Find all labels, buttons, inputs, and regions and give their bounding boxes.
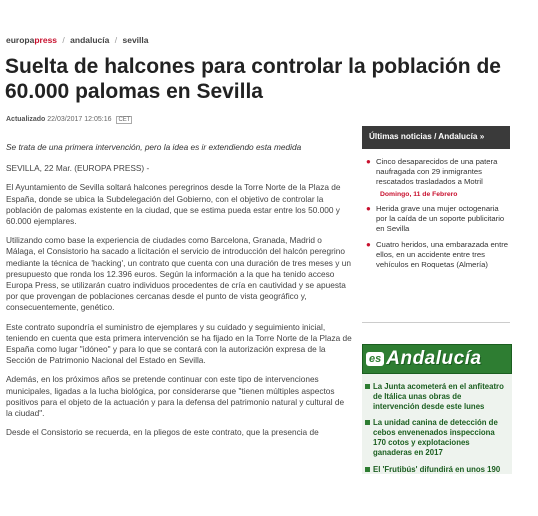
square-bullet-icon	[365, 420, 370, 425]
square-bullet-icon	[365, 384, 370, 389]
article-paragraph: Desde el Consistorio se recuerda, en la pliegos de este contrato, que la presencia de	[6, 427, 319, 438]
es-andalucia-list	[362, 374, 512, 474]
es-news-item[interactable]	[365, 418, 508, 457]
news-item-title: Cuatro heridos, una embarazada entre ellos, en un accidente entre tres vehículos en Roquetas (Almería)	[376, 240, 509, 269]
article-meta	[6, 116, 132, 123]
es-andalucia-title: Andalucía	[386, 348, 482, 369]
news-item-title: Herida grave una mujer octogenaria por la caída de un soporte publicitario en Sevilla	[376, 204, 505, 233]
article-paragraph: Además, en los próximos años se pretende continuar con este tipo de intervenciones municipales, ligadas a la lucha biológica, por considerarse que "tienen múltiples aspectos positivos para el objeto de la actuación y para la defensa del patrimonio natural y cultural de la ciudad".	[6, 374, 345, 419]
es-news-item[interactable]	[365, 382, 508, 411]
news-item[interactable]	[362, 240, 510, 270]
brand-logo-link[interactable]: europapress	[6, 35, 58, 45]
breadcrumb-separator: /	[114, 35, 118, 45]
breadcrumb-separator: /	[62, 35, 65, 45]
breadcrumb	[6, 35, 149, 45]
timezone-badge: CET	[118, 117, 131, 123]
bullet-icon: ●	[366, 240, 371, 249]
sidebar-divider	[362, 322, 510, 323]
es-news-title: La Junta acometerá en el anfiteatro de Itálica unas obras de intervención desde este lunes	[373, 382, 504, 411]
es-logo: es	[366, 352, 384, 366]
es-andalucia-banner[interactable]	[362, 344, 512, 374]
latest-news-header[interactable]: Últimas noticias / Andalucía »	[362, 126, 510, 149]
article-dateline: SEVILLA, 22 Mar. (EUROPA PRESS) -	[6, 163, 150, 174]
article-paragraph: El Ayuntamiento de Sevilla soltará halcones peregrinos desde la Torre Norte de la Plaza de España, donde se ubica la Subdelegación del Gobierno, con el objetivo de controlar la población de palomas existente en la ciudad, que se estima pueda estar entre los 50.000 y 60.000 ejemplares.	[6, 182, 341, 227]
article-paragraph: Este contrato supondría el suministro de ejemplares y su cuidado y seguimiento inicial, teniendo en cuenta que esta primera intervención se ha fijado en la Torre Norte de la Plaza de España como lugar "idóneo" y para lo que se contará con la autorización expresa de la Sección de Patrimonio Nacional del Estado en Sevilla.	[6, 321, 352, 366]
article-lead: Se trata de una primera intervención, pero la idea es ir extendiendo esta medida	[6, 142, 302, 152]
article-body	[6, 142, 352, 446]
es-news-item[interactable]	[365, 465, 508, 474]
article-timestamp: 22/03/2017 12:05:16	[47, 116, 112, 123]
latest-news-box	[362, 126, 510, 276]
article-headline: Suelta de halcones para controlar la población de 60.000 palomas en Sevilla	[5, 55, 501, 103]
news-item-title: Cinco desaparecidos de una patera naufragada con 29 inmigrantes rescatados trasladados a Motril	[376, 157, 498, 186]
breadcrumb-link-sevilla[interactable]: sevilla	[122, 35, 149, 45]
news-date-label: Domingo, 11 de Febrero	[380, 191, 458, 198]
article-paragraph: Utilizando como base la experiencia de ciudades como Barcelona, Granada, Madrid o Málaga, el Consistorio ha sacado a licitación el servicio de introducción del halcón peregrino mediante la técnica de 'hacking', un contrato que cuenta con una duración de tres meses y un presupuesto que ronda los 12.396 euros. Según la información a la que ha tenido acceso Europa Press, se utilizarán cuatro individuos procedentes de cría en cautividad y se apuesta por que provengan de poblaciones cercanas desde el punto de vista geográfico y, consecuentemente, genético.	[6, 235, 351, 313]
news-item[interactable]	[362, 204, 510, 234]
bullet-icon: ●	[366, 157, 371, 166]
updated-label: Actualizado	[6, 116, 46, 123]
news-item[interactable]	[362, 157, 510, 187]
latest-news-list	[362, 149, 510, 270]
es-news-title: El 'Frutibús' difundirá en unos 190	[373, 464, 501, 474]
breadcrumb-link-andalucia[interactable]: andalucía	[70, 35, 110, 45]
bullet-icon: ●	[366, 204, 371, 213]
es-andalucia-box	[362, 344, 512, 474]
square-bullet-icon	[365, 467, 370, 472]
es-news-title: La unidad canina de detección de cebos envenenados inspecciona 170 cotos y explotaciones ganaderas en 2017	[373, 418, 498, 457]
